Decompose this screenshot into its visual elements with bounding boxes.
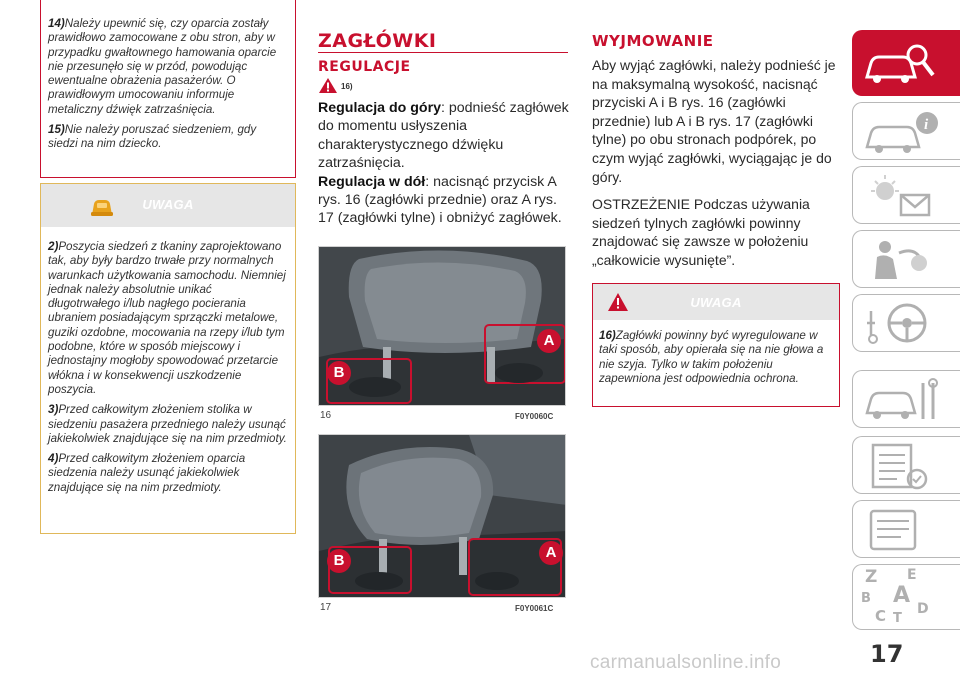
- uwaga-item: 3)Przed całkowitym złożeniem stolika w siedzeniu pasażera przedniego należy usunąć jakiekolwiek znajdujące się na nim przedmioty.: [48, 403, 287, 445]
- uwaga-box: [40, 183, 296, 534]
- tab-driving[interactable]: [852, 294, 960, 352]
- subsection-title: REGULACJE: [318, 59, 411, 75]
- figure-number: 17: [320, 602, 332, 613]
- alphabet-index-icon: Z E B A C T D: [861, 567, 929, 626]
- car-info-icon: [863, 107, 943, 157]
- warning-triangle-icon: [318, 77, 338, 94]
- figure-front-headrest: [318, 246, 566, 406]
- tab-car-search[interactable]: [852, 30, 960, 96]
- title-rule: [318, 52, 568, 53]
- checklist-icon: [863, 441, 943, 491]
- svg-text:i: i: [924, 117, 929, 133]
- tab-warning-lights[interactable]: [852, 166, 960, 224]
- up-label: Regulacja do góry: [318, 100, 441, 116]
- marker-b: B: [327, 361, 351, 385]
- tab-multimedia[interactable]: [852, 500, 960, 558]
- list-icon: [863, 505, 943, 555]
- uwaga-title: UWAGA: [142, 197, 194, 212]
- marker-a: A: [537, 329, 561, 353]
- marker-a: A: [539, 541, 563, 565]
- warning-box: [40, 0, 296, 178]
- warning-item: 15)Nie należy poruszać siedzeniem, gdy siedzi na nim dziecko.: [48, 123, 257, 151]
- tab-car-info[interactable]: [852, 102, 960, 160]
- uwaga-item: 16)Zagłówki powinny być wyregulowane w taki sposób, aby opierała się na nie głowa a nie szyja. Tylko w takim położeniu zapewniona jest odpowiednia ochrona.: [599, 329, 824, 385]
- tab-safety[interactable]: [852, 230, 960, 288]
- car-search-icon: [863, 35, 943, 93]
- airbag-icon: [863, 235, 943, 285]
- uwaga-title: UWAGA: [690, 295, 742, 310]
- uwaga-item: 2)Poszycia siedzeń z tkaniny zaprojektowano tak, aby były bardzo trwałe przy normalnych warunkach użytkowania samochodu. Niemniej jednak należy absolutnie unikać długotrwałego i/lub nagłego pocierania ubraniem posiadającym sprzączki metalowe, guziki ozdobne, mocowania na rzepy i/lub tym podobne, które w sposób miejscowy i jednostajny mogłoby spowodować przetarcie włókna i w konsekwencji uszkodzenie poszycia.: [48, 240, 286, 396]
- uwaga-header: [593, 284, 839, 320]
- figure-rear-headrest: [318, 434, 566, 598]
- section-title: ZAGŁÓWKI: [318, 30, 437, 52]
- tab-specifications[interactable]: [852, 436, 960, 494]
- watermark: carmanualsonline.info: [590, 652, 782, 673]
- figure-number: 16: [320, 410, 332, 421]
- uwaga-item: 4)Przed całkowitym złożeniem oparcia siedzenia należy usunąć jakiekolwiek znajdujące się na nim przedmioty.: [48, 452, 246, 494]
- removal-warning-text: OSTRZEŻENIE Podczas używania siedzeń tylnych zagłówki powinny znajdować się zawsze w położeniu „całkowicie wysunięte”.: [592, 196, 810, 268]
- section-title: WYJMOWANIE: [592, 32, 714, 50]
- tab-index[interactable]: [852, 564, 960, 630]
- down-label: Regulacja w dół: [318, 173, 426, 190]
- steering-wheel-icon: [863, 299, 943, 349]
- tab-service[interactable]: [852, 370, 960, 428]
- figure-code: F0Y0061C: [515, 604, 554, 613]
- uwaga-box: [592, 283, 840, 407]
- car-tools-icon: [863, 375, 943, 425]
- uwaga-header: [41, 184, 295, 227]
- note-reference: 16): [341, 82, 353, 91]
- adjust-text: Regulacja do góry: podnieść zagłówek do momentu usłyszenia charakterystycznego dźwięku zatrzaśnięcia. Regulacja w dół: nacisnąć przycisk A rys. 16 (zagłówki przednie) oraz A rys. 17 (zagłówki tylne) i obniżyć zagłówek.: [318, 100, 569, 227]
- warning-light-icon: [863, 171, 943, 221]
- figure-code: F0Y0060C: [515, 412, 554, 421]
- warning-item: 14)Należy upewnić się, czy oparcia zostały prawidłowo zamocowane z obu stron, aby w przypadku gwałtownego hamowania oparcie nie przesunęło się w przód, powodując ewentualne obrażenia pasażerów. O prawidłowym umocowaniu informuje metaliczny dźwięk zatrzaśnięcia.: [48, 17, 277, 116]
- removal-text: Aby wyjąć zagłówki, należy podnieść je na maksymalną wysokość, nacisnąć przyciski A i B rys. 16 (zagłówki przednie) lub A i B rys. 17 (zagłówki tylne) po obu stronach podpórek, po czym wyjąć zagłówki, wyciągając je do góry.: [592, 57, 836, 185]
- marker-b: B: [327, 549, 351, 573]
- page-number: 17: [870, 640, 904, 668]
